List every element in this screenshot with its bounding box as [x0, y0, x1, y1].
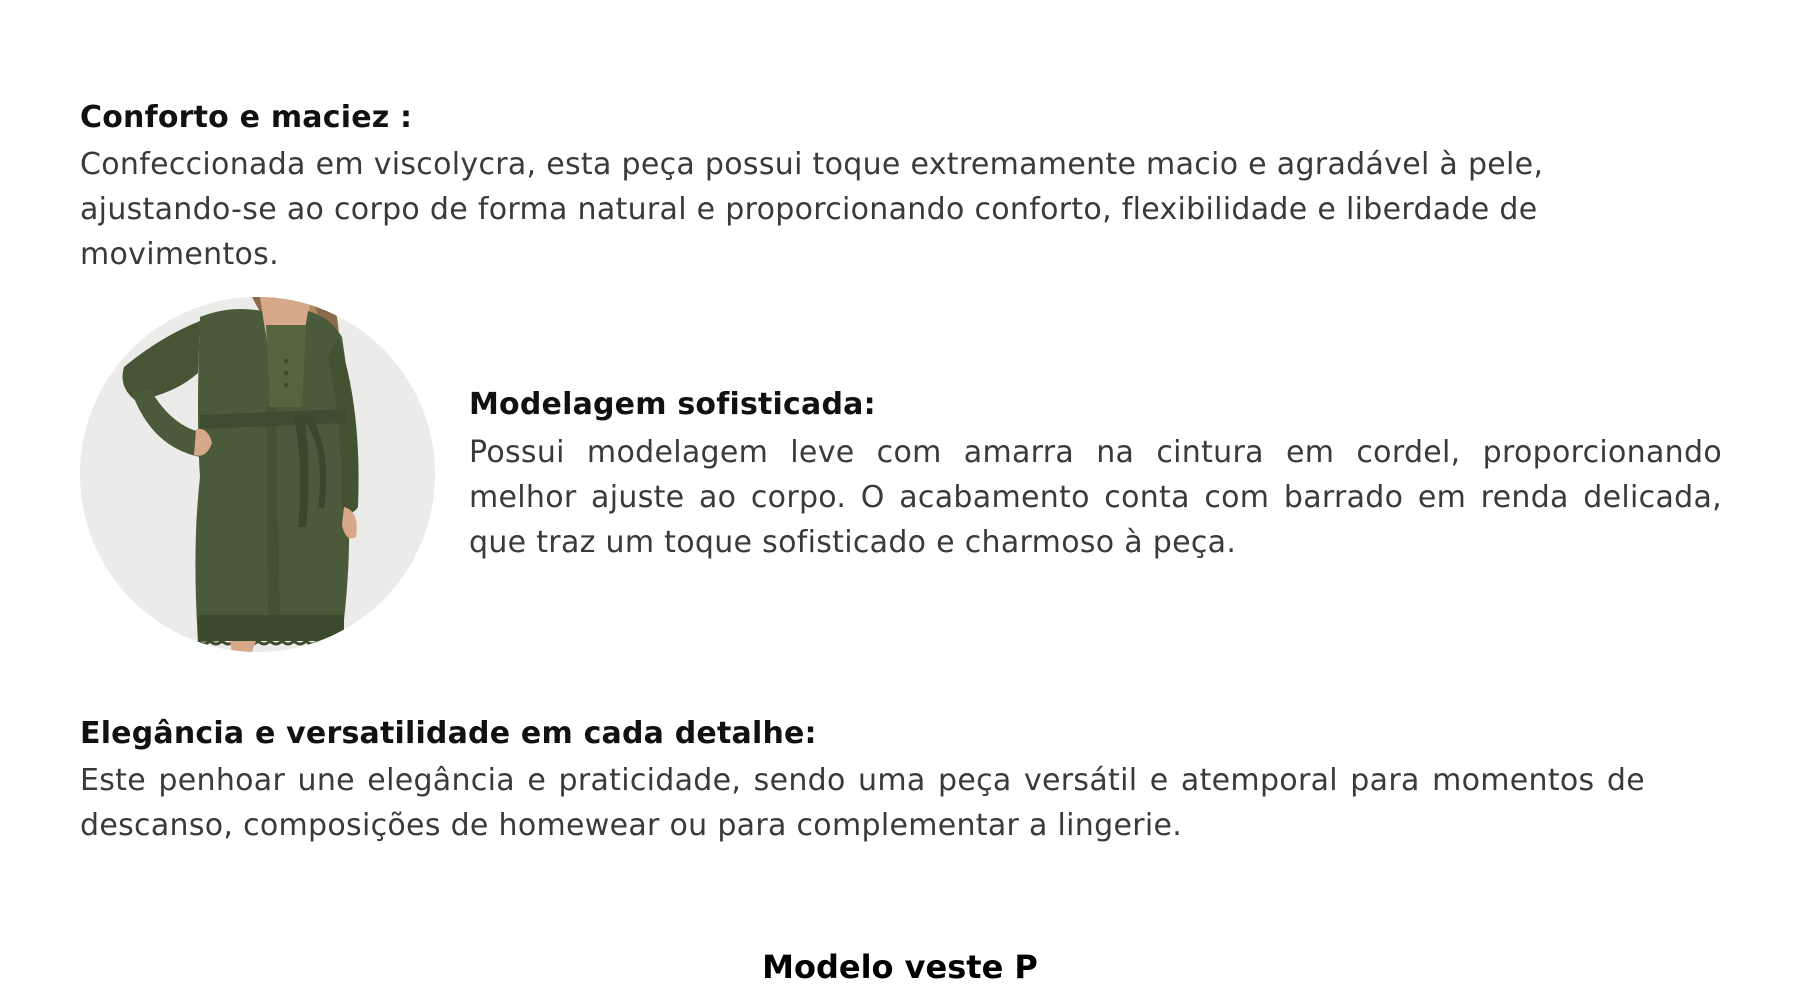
section-title-conforto: Conforto e maciez :	[80, 100, 413, 135]
product-photo-robe	[80, 297, 435, 652]
section-text-conforto: Confeccionada em viscolycra, esta peça possui toque extremamente macio e agradável à pele, ajustando-se ao corpo de forma natural e proporcionando conforto, flexibilidade e liberdade de movimentos.	[80, 147, 1544, 272]
section-title-elegancia: Elegância e versatilidade em cada detalhe:	[80, 716, 817, 751]
section-text-elegancia: Este penhoar une elegância e praticidade, sendo uma peça versátil e atemporal para momentos de descanso, composições de homewear ou para complementar a lingerie.	[80, 763, 1645, 843]
section-title-modelagem: Modelagem sofisticada:	[469, 387, 876, 422]
model-size-note: Modelo veste P	[762, 948, 1038, 986]
section-text-modelagem: Possui modelagem leve com amarra na cintura em cordel, proporcionando melhor ajuste ao corpo. O acabamento conta com barrado em renda delicada, que traz um toque sofisticado e charmoso à peça.	[469, 435, 1722, 560]
